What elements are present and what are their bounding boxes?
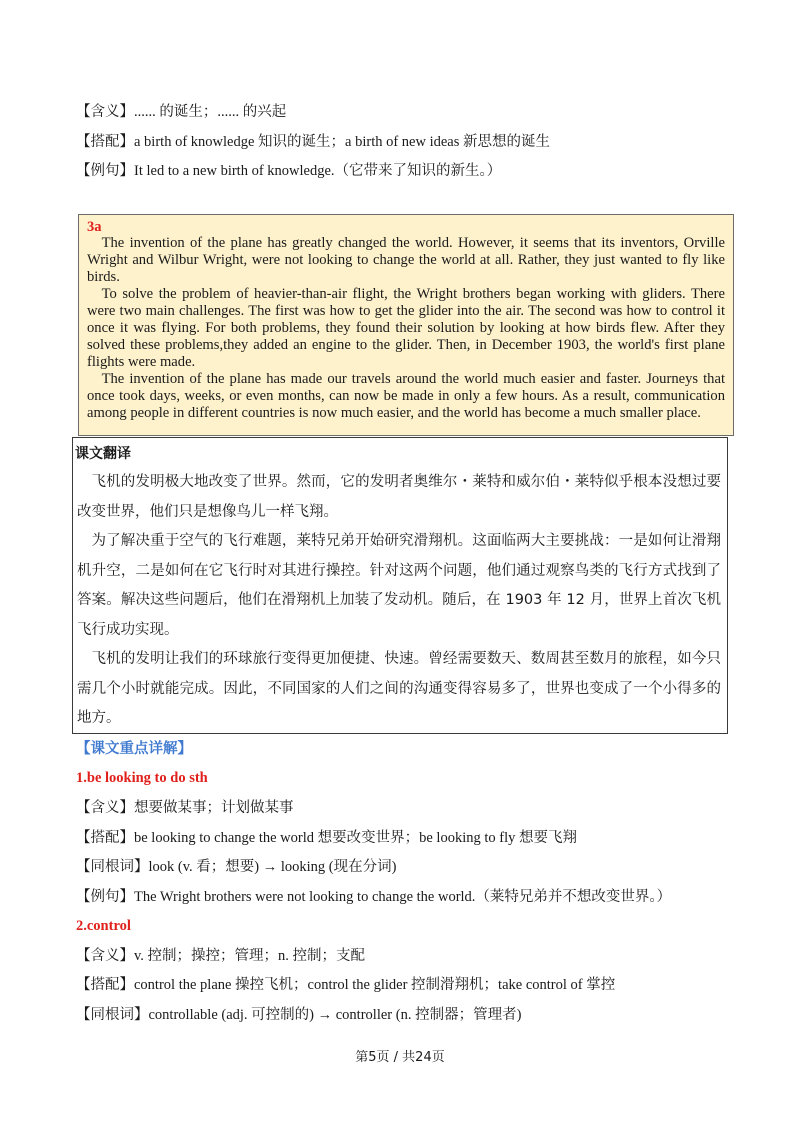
passage-paragraph-2: To solve the problem of heavier-than-air flight, the Wright brothers began working with gliders. There were two main challenges. The first was how to get the glider into the air. The second was how to control it once it was flying. For both problems, they found their solution by looking at how birds flew. After they solved these problems,they added an engine to the glider. Then, in December 1903, the world's first plane flights were made. <box>87 286 725 370</box>
page-number: 第5页 / 共24页 <box>355 1050 445 1065</box>
collocation-text: a birth of knowledge 知识的诞生；a birth of new ideas 新思想的诞生 <box>134 134 550 150</box>
meaning-text: ...... 的诞生；...... 的兴起 <box>134 104 287 120</box>
point-1-line-1-label: 【含义】 <box>76 800 134 816</box>
passage-box <box>78 214 734 436</box>
point-2-title: 2.control <box>76 918 131 934</box>
point-1-line-2-label: 【搭配】 <box>76 830 134 846</box>
example-line <box>76 161 501 181</box>
translation-paragraph-1: 飞机的发明极大地改变了世界。然而，它的发明者奥维尔・莱特和威尔伯・莱特似乎根本没想过要改变世界，他们只是想像鸟儿一样飞翔。 <box>77 474 721 520</box>
meaning-line <box>76 102 286 122</box>
point-2-line-3 <box>76 1005 521 1025</box>
point-1-line-3-label: 【同根词】 <box>76 859 149 875</box>
point-1-line-2-text: be looking to change the world 想要改变世界；be looking to fly 想要飞翔 <box>134 830 577 846</box>
translation-box <box>72 437 728 734</box>
point-2-line-2-text: control the plane 操控飞机；control the glider 控制滑翔机；take control of 掌控 <box>134 977 616 993</box>
point-1-line-3-text: look (v. 看；想要) → looking (现在分词) <box>148 859 397 875</box>
key-points-heading: 【课文重点详解】 <box>76 741 192 757</box>
point-1-line-4-text: The Wright brothers were not looking to change the world.（莱特兄弟并不想改变世界。） <box>134 889 672 905</box>
point-2-line-1-text: v. 控制；操控；管理；n. 控制；支配 <box>134 948 366 964</box>
example-label: 【例句】 <box>76 163 134 179</box>
translation-title: 课文翻译 <box>75 446 131 462</box>
collocation-label: 【搭配】 <box>76 134 134 150</box>
translation-paragraph-3: 飞机的发明让我们的环球旅行变得更加便捷、快速。曾经需要数天、数周甚至数月的旅程，如今只需几个小时就能完成。因此，不同国家的人们之间的沟通变得容易多了，世界也变成了一个小得多的地方。 <box>77 651 721 726</box>
point-2-line-1-label: 【含义】 <box>76 948 134 964</box>
point-2-line-3-text: controllable (adj. 可控制的) → controller (n. 控制器；管理者) <box>148 1007 522 1023</box>
point-1-line-3 <box>76 857 396 877</box>
passage-paragraph-3: The invention of the plane has made our travels around the world much easier and faster. Journeys that once took days, weeks, or even months, can now be made in only a few hours. As a result, communication among people in different countries is now much easier, and the world has become a much smaller place. <box>87 371 725 421</box>
point-2-line-1 <box>76 946 365 966</box>
point-2-line-3-label: 【同根词】 <box>76 1007 149 1023</box>
point-1-line-1 <box>76 798 294 818</box>
point-1-line-4 <box>76 887 671 907</box>
collocation-line <box>76 132 550 152</box>
point-1-line-1-text: 想要做某事；计划做某事 <box>134 800 294 816</box>
example-text: It led to a new birth of knowledge.（它带来了知识的新生。） <box>134 163 502 179</box>
point-1-title: 1.be looking to do sth <box>76 770 208 786</box>
point-2-line-2 <box>76 975 615 995</box>
passage-paragraph-1: The invention of the plane has greatly changed the world. However, it seems that its inventors, Orville Wright and Wilbur Wright, were not looking to change the world at all. Rather, they just wanted to fly like birds. <box>87 235 725 285</box>
point-1-line-2 <box>76 828 577 848</box>
point-1-line-4-label: 【例句】 <box>76 889 134 905</box>
translation-paragraph-2: 为了解决重于空气的飞行难题，莱特兄弟开始研究滑翔机。这面临两大主要挑战：一是如何让滑翔机升空，二是如何在它飞行时对其进行操控。针对这两个问题，他们通过观察鸟类的飞行方式找到了答案。解决这些问题后，他们在滑翔机上加装了发动机。随后，在 1903 年 12 月，世界上首次飞机飞行成功实现。 <box>77 533 721 638</box>
passage-label: 3a <box>87 219 102 235</box>
meaning-label: 【含义】 <box>76 104 134 120</box>
point-2-line-2-label: 【搭配】 <box>76 977 134 993</box>
